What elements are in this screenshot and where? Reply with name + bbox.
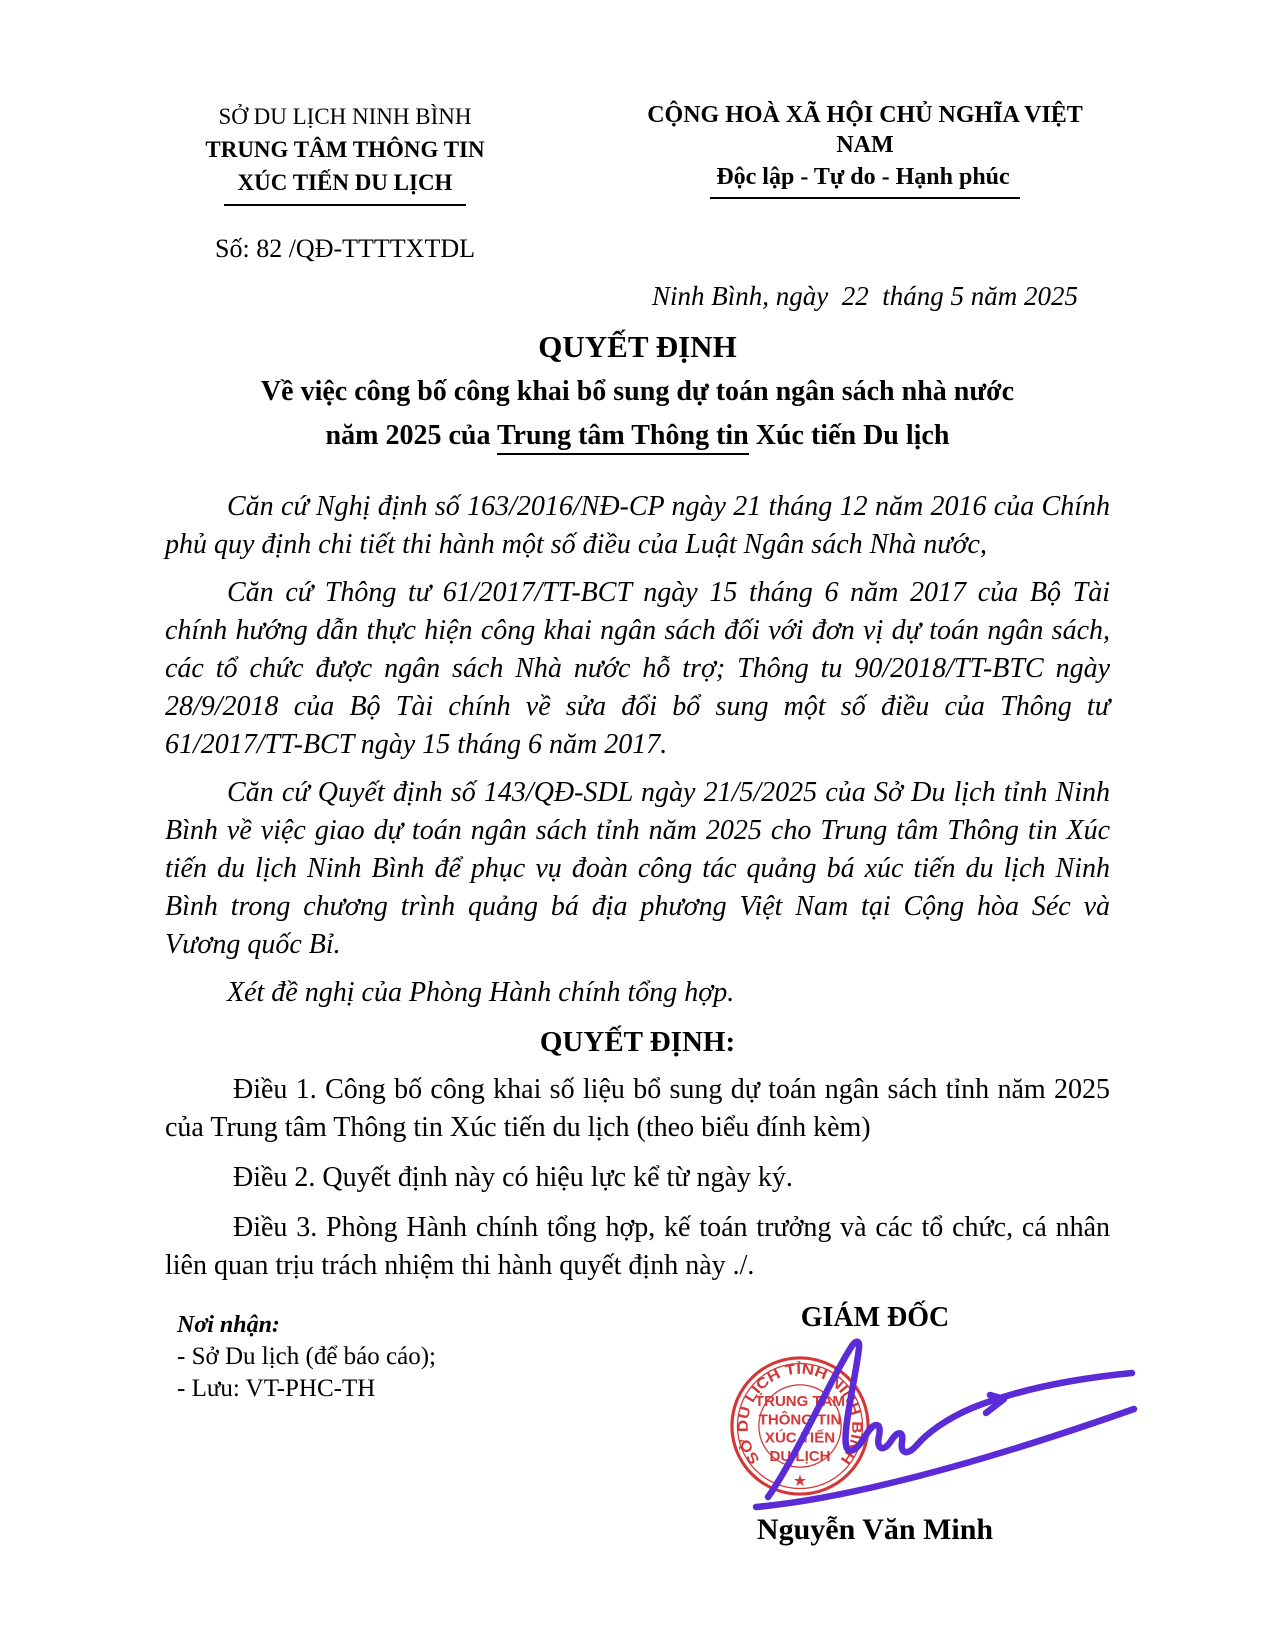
signer-title: GIÁM ĐỐC <box>800 1302 950 1333</box>
recitals-section <box>165 488 1110 1012</box>
national-header-block <box>620 100 1110 312</box>
article-paragraph: Điều 1. Công bố công khai số liệu bổ sung dự toán ngân sách tỉnh năm 2025 của Trung tâm Thông tin Xúc tiến du lịch (theo biểu đính kèm) <box>165 1074 1110 1143</box>
subtitle-part-underlined: Trung tâm Thông tin <box>497 420 749 455</box>
national-motto-line1: CỘNG HOÀ XÃ HỘI CHỦ NGHĨA VIỆT NAM <box>647 102 1083 158</box>
stamp-star-icon: ★ <box>792 1473 808 1491</box>
national-motto-line2 <box>620 164 1110 199</box>
signature-stroke <box>768 1342 1132 1497</box>
signature-footer <box>165 1301 1110 1641</box>
org-name-line2 <box>165 166 525 206</box>
article-paragraph: Điều 3. Phòng Hành chính tổng hợp, kế toán trưởng và các tổ chức, cá nhân liên quan trịu trách nhiệm thi hành quyết định này ./. <box>165 1212 1110 1281</box>
document-content <box>165 100 1110 1641</box>
recipients-label: Nơi nhận: <box>177 1312 280 1338</box>
recital-paragraph: Căn cứ Nghị định số 163/2016/NĐ-CP ngày 21 tháng 12 năm 2016 của Chính phủ quy định chi tiết thi hành một số điều của Luật Ngân sách Nhà nước, <box>165 491 1110 560</box>
stamp-center-line: THÔNG TIN <box>758 1411 842 1429</box>
document-subtitle-line2 <box>165 418 1110 454</box>
place-date-line: Ninh Bình, ngày 22 tháng 5 năm 2025 <box>652 281 1078 311</box>
signer-name: Nguyễn Văn Minh <box>756 1513 994 1546</box>
recital-paragraph: Xét đề nghị của Phòng Hành chính tổng hợp. <box>227 977 735 1008</box>
handwritten-signature <box>740 1329 1150 1514</box>
stamp-ring-text: SỞ DU LỊCH TỈNH NINH BÌNH <box>735 1361 865 1467</box>
recital-paragraph: Căn cứ Quyết định số 143/QĐ-SDL ngày 21/5/2025 của Sở Du lịch tỉnh Ninh Bình về việc giao dự toán ngân sách tỉnh năm 2025 cho Trung tâm Thông tin Xúc tiến du lịch Ninh Bình để phục vụ đoàn công tác quảng bá xúc tiến du lịch Ninh Bình trong chương trình quảng bá địa phương Việt Nam tại Cộng hòa Séc và Vương quốc Bỉ. <box>165 777 1110 960</box>
issuing-org-block <box>165 100 525 265</box>
recipient-item: - Sở Du lịch (để báo cáo); <box>177 1343 436 1370</box>
parent-org-name: SỞ DU LỊCH NINH BÌNH <box>218 104 472 129</box>
document-subtitle-line1: Về việc công bố công khai bổ sung dự toán ngân sách nhà nước <box>260 376 1015 407</box>
recipients-block <box>177 1309 436 1405</box>
decision-heading: QUYẾT ĐỊNH: <box>539 1026 736 1058</box>
recipient-item: - Lưu: VT-PHC-TH <box>177 1375 376 1402</box>
signature-graphic <box>740 1329 1150 1514</box>
article-paragraph: Điều 2. Quyết định này có hiệu lực kể từ ngày ký. <box>233 1162 793 1193</box>
subtitle-part-pre: năm 2025 của <box>325 420 497 451</box>
stamp-center-line: TRUNG TÂM <box>754 1393 846 1411</box>
recital-paragraph: Căn cứ Thông tư 61/2017/TT-BCT ngày 15 tháng 6 năm 2017 của Bộ Tài chính hướng dẫn thực hiện công khai ngân sách đối với đơn vị dự toán ngân sách, các tổ chức được ngân sách Nhà nước hỗ trợ; Thông tu 90/2018/TT-BTC ngày 28/9/2018 của Bộ Tài chính về sửa đổi bổ sung một số điều của Thông tư 61/2017/TT-BCT ngày 15 tháng 6 năm 2017. <box>165 577 1110 760</box>
motto-underlined: Độc lập - Tự do - Hạnh phúc <box>710 164 1019 199</box>
document-title: QUYẾT ĐỊNH <box>538 329 737 364</box>
subtitle-part-post: Xúc tiến Du lịch <box>748 420 950 451</box>
document-number: Số: 82 /QĐ-TTTTXTDL <box>215 234 475 263</box>
stamp-center-line: DU LỊCH <box>769 1447 831 1465</box>
org-name-line1: TRUNG TÂM THÔNG TIN <box>205 137 485 162</box>
articles-section <box>165 1071 1110 1285</box>
signature-block <box>610 1301 1140 1546</box>
stamp-center-line: XÚC TIẾN <box>764 1429 836 1447</box>
org-name-underlined: XÚC TIẾN DU LỊCH <box>224 166 467 206</box>
title-block <box>165 328 1110 454</box>
document-header <box>165 100 1110 312</box>
